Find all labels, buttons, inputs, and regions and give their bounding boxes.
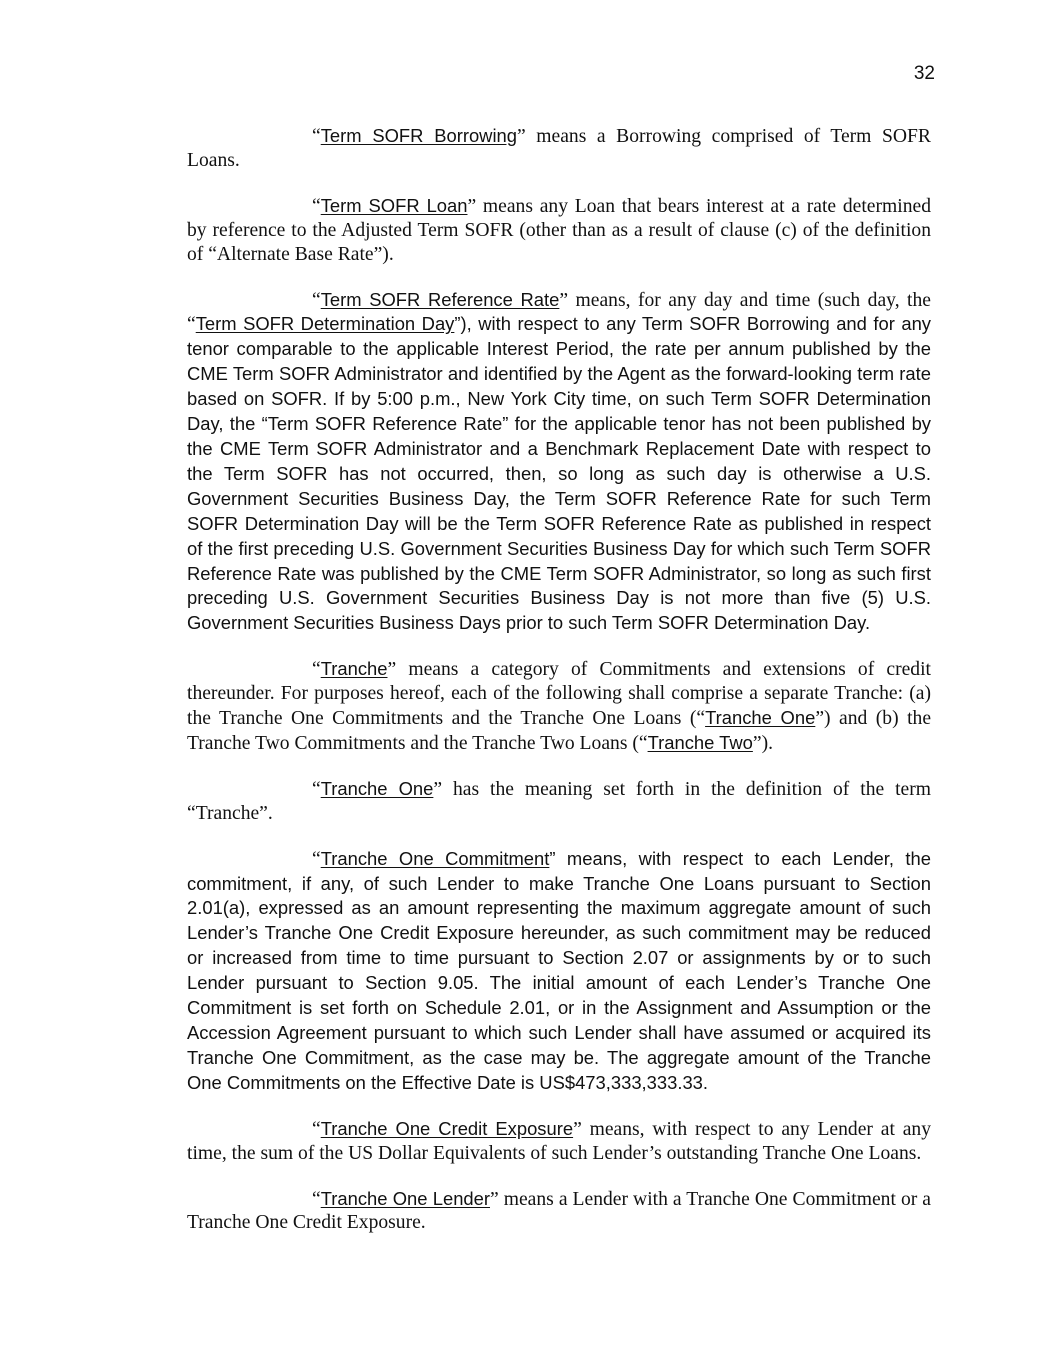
defined-term: Term SOFR Borrowing — [320, 125, 518, 146]
definition-tranche-one — [187, 777, 931, 826]
defined-term: Tranche — [320, 658, 388, 680]
definition-tranche-one-lender — [187, 1187, 931, 1236]
definition-text-continued: ”) and (b) the Tranche Two Commitments and the Tranche Two Loans (“ — [187, 708, 932, 754]
definition-tranche-one-credit-exposure — [187, 1117, 931, 1166]
defined-term: Term SOFR Reference Rate — [320, 288, 560, 310]
definition-tranche-one-commitment — [187, 847, 931, 1096]
defined-term: Tranche One Lender — [320, 1187, 490, 1209]
defined-term-inline: Tranche One — [705, 707, 816, 729]
definition-text: ” means a Lender with a Tranche One Commitment or a Tranche One Credit Exposure. — [187, 1188, 931, 1234]
definition-term-sofr-borrowing — [187, 124, 931, 173]
definition-term-sofr-loan — [187, 194, 931, 267]
definition-text-end: ”). — [752, 732, 773, 754]
defined-term-inline-2: Tranche Two — [647, 731, 753, 753]
defined-term: Tranche One — [320, 777, 434, 799]
open-quote: “ — [312, 778, 321, 800]
open-quote: “ — [312, 195, 321, 217]
definition-text: ” means a category of Commitments and extensions of credit thereunder. For purposes hereof, each of the following shall comprise a separate Tranche: (a) the Tranche One Commitments and the Tranche One Loans (“ — [187, 659, 931, 730]
definition-text: ” means, with respect to any Lender at any time, the sum of the US Dollar Equivalents of such Lender’s outstanding Tranche One Loans. — [187, 1118, 931, 1164]
definition-text-continued: ”), with respect to any Term SOFR Borrowing and for any tenor comparable to the applicable Interest Period, the rate per annum published by the CME Term SOFR Administrator and identified by the Agent as the forward-looking term rate based on SOFR. If by 5:00 p.m., New York City time, on such Term SOFR Determination Day, the “Term SOFR Reference Rate” for the applicable tenor has not been published by the CME Term SOFR Administrator and a Benchmark Replacement Date with respect to the Term SOFR has not occurred, then, so long as such day is otherwise a U.S. Government Securities Business Day, the Term SOFR Reference Rate for such Term SOFR Determination Day will be the Term SOFR Reference Rate as published in respect of the first preceding U.S. Government Securities Business Day for which such Term SOFR Reference Rate was published by the CME Term SOFR Administrator, so long as such first preceding U.S. Government Securities Business Day is not more than five (5) U.S. Government Securities Business Days prior to such Term SOFR Determination Day. — [187, 313, 932, 634]
definition-term-sofr-reference-rate — [187, 288, 931, 637]
definition-text: ” means, for any day and time (such day, the “ — [187, 289, 931, 336]
definition-text: ” means, with respect to each Lender, the commitment, if any, of such Lender to make Tranche One Loans pursuant to Section 2.01(a), expressed as an amount representing the maximum aggregate amount of such Lender’s Tranche One Credit Exposure hereunder, as such commitment may be reduced or increased from time to time pursuant to Section 2.07 or assignments by or to such Lender pursuant to Section 9.05. The initial amount of each Lender’s Tranche One Commitment is set forth on Schedule 2.01, or in the Assignment and Assumption or the Accession Agreement pursuant to which such Lender shall have assumed or acquired its Tranche One Commitment, as the case may be. The aggregate amount of the Tranche One Commitments on the Effective Date is US$473,333,333.33. — [187, 847, 931, 1093]
open-quote: “ — [312, 848, 321, 870]
definition-text: ” has the meaning set forth in the definition of the term “Tranche”. — [187, 778, 932, 824]
open-quote: “ — [312, 1188, 321, 1210]
document-body — [187, 124, 931, 1256]
page-number: 32 — [913, 63, 935, 84]
defined-term: Tranche One Commitment — [320, 847, 550, 869]
definition-tranche — [187, 657, 931, 756]
defined-term-inline: Term SOFR Determination Day — [195, 313, 455, 335]
definition-text: ” means any Loan that bears interest at a rate determined by reference to the Adjusted Term SOFR (other than as a result of clause (c) of the definition of “Alternate Base Rate”). — [187, 195, 931, 265]
open-quote: “ — [312, 126, 321, 147]
defined-term: Tranche One Credit Exposure — [320, 1117, 574, 1139]
definition-text: ” means a Borrowing comprised of Term SOFR Loans. — [187, 126, 931, 171]
open-quote: “ — [312, 1118, 321, 1140]
open-quote: “ — [312, 289, 321, 311]
defined-term: Term SOFR Loan — [320, 194, 468, 216]
open-quote: “ — [312, 659, 321, 681]
